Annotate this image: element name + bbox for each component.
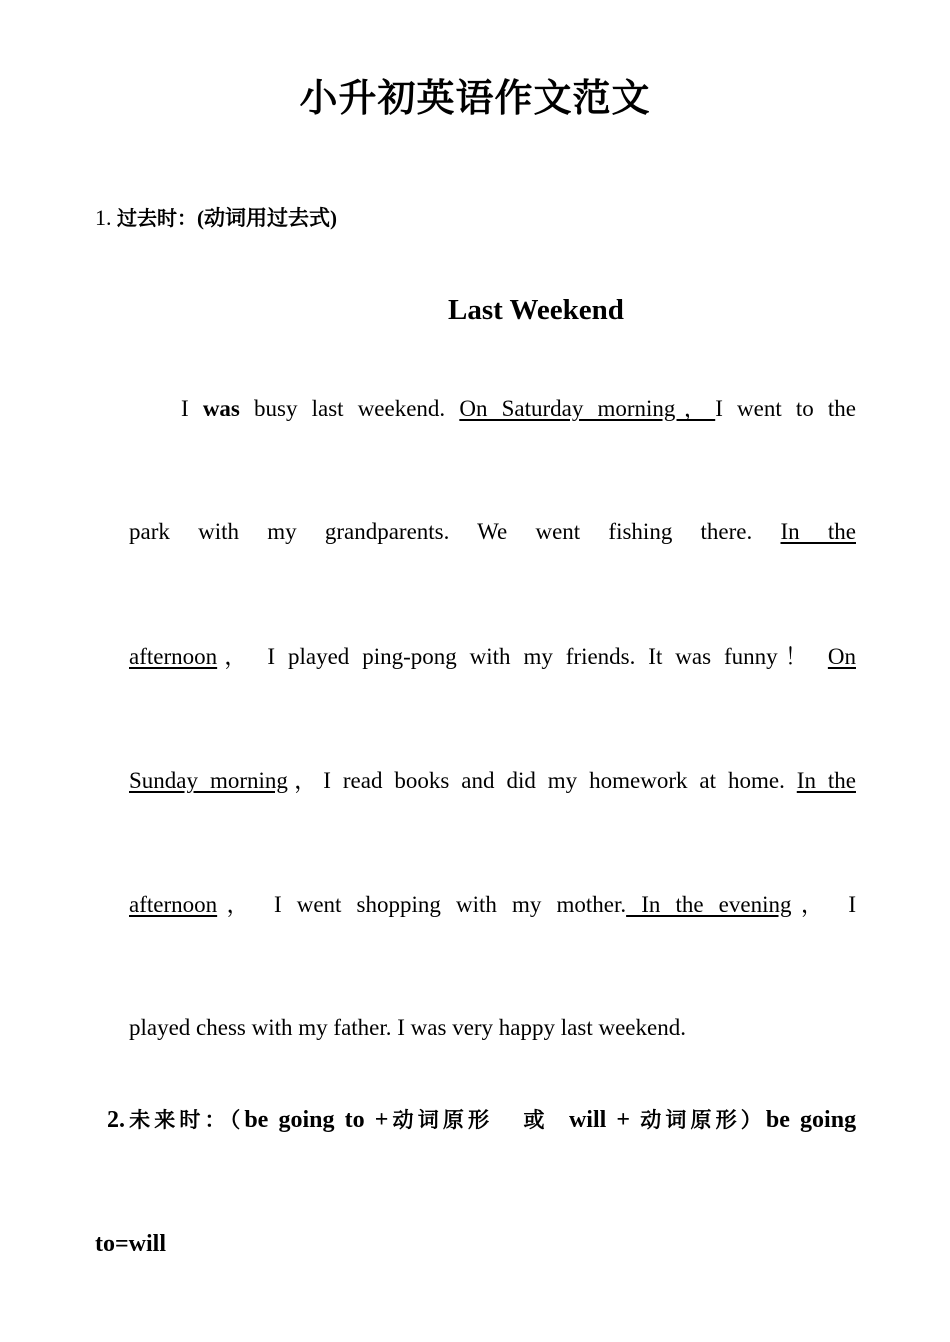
section-1-note: (动词用过去式) — [197, 206, 337, 230]
section-2-number: 2. — [107, 1107, 125, 1133]
equation-start: be going — [765, 1107, 857, 1133]
essay-line-3 — [129, 642, 856, 672]
section-1-heading — [95, 202, 337, 234]
formula-2-chinese: 动词原形 — [640, 1108, 741, 1132]
essay-title: Last Weekend — [448, 294, 624, 326]
formula-1-english: be going to + — [244, 1107, 389, 1133]
underlined-time-phrase: afternoon — [129, 644, 218, 669]
formula-1-chinese: 动词原形 — [388, 1108, 494, 1132]
underlined-time-phrase: In the — [796, 768, 856, 793]
essay-line-5 — [129, 890, 856, 920]
section-2-heading-continued: to=will — [95, 1231, 167, 1257]
formula-2-english: will + — [568, 1107, 631, 1133]
essay-line-2 — [129, 517, 856, 547]
underlined-time-phrase: Sunday morning — [129, 768, 288, 793]
text-span: ， I — [791, 892, 856, 917]
text-span: ，I read books and did my homework at home. — [287, 768, 797, 793]
underlined-time-phrase: afternoon — [129, 892, 218, 917]
underlined-time-phrase: On Saturday morning， — [459, 396, 716, 421]
essay-line-6 — [129, 1013, 856, 1043]
text-span: busy last weekend. — [239, 396, 460, 421]
bold-verb: was — [202, 396, 240, 421]
section-2-heading — [107, 1104, 856, 1136]
paren-open: （ — [229, 1108, 245, 1132]
section-2-title: 未来时： — [125, 1108, 230, 1132]
text-span: park with my grandparents. We went fishing there. — [129, 519, 781, 544]
text-span: played chess with my father. I was very happy last weekend. — [129, 1015, 686, 1040]
underlined-time-phrase: In the — [780, 519, 856, 544]
paren-close: ） — [740, 1108, 766, 1132]
or-word: 或 — [523, 1108, 549, 1132]
section-1-number: 1. — [95, 205, 112, 230]
text-span: ， I went shopping with my mother. — [217, 892, 627, 917]
underlined-time-phrase: In the evening — [626, 892, 792, 917]
underlined-time-phrase: On — [827, 644, 856, 669]
essay-line-4 — [129, 766, 856, 796]
text-span: ， I played ping-pong with my friends. It was funny！ — [217, 644, 828, 669]
section-1-title: 过去时： — [117, 206, 197, 230]
document-title: 小升初英语作文范文 — [299, 76, 651, 120]
essay-line-1 — [181, 394, 856, 424]
text-span: I — [181, 396, 203, 421]
text-span: I went to the — [715, 396, 856, 421]
